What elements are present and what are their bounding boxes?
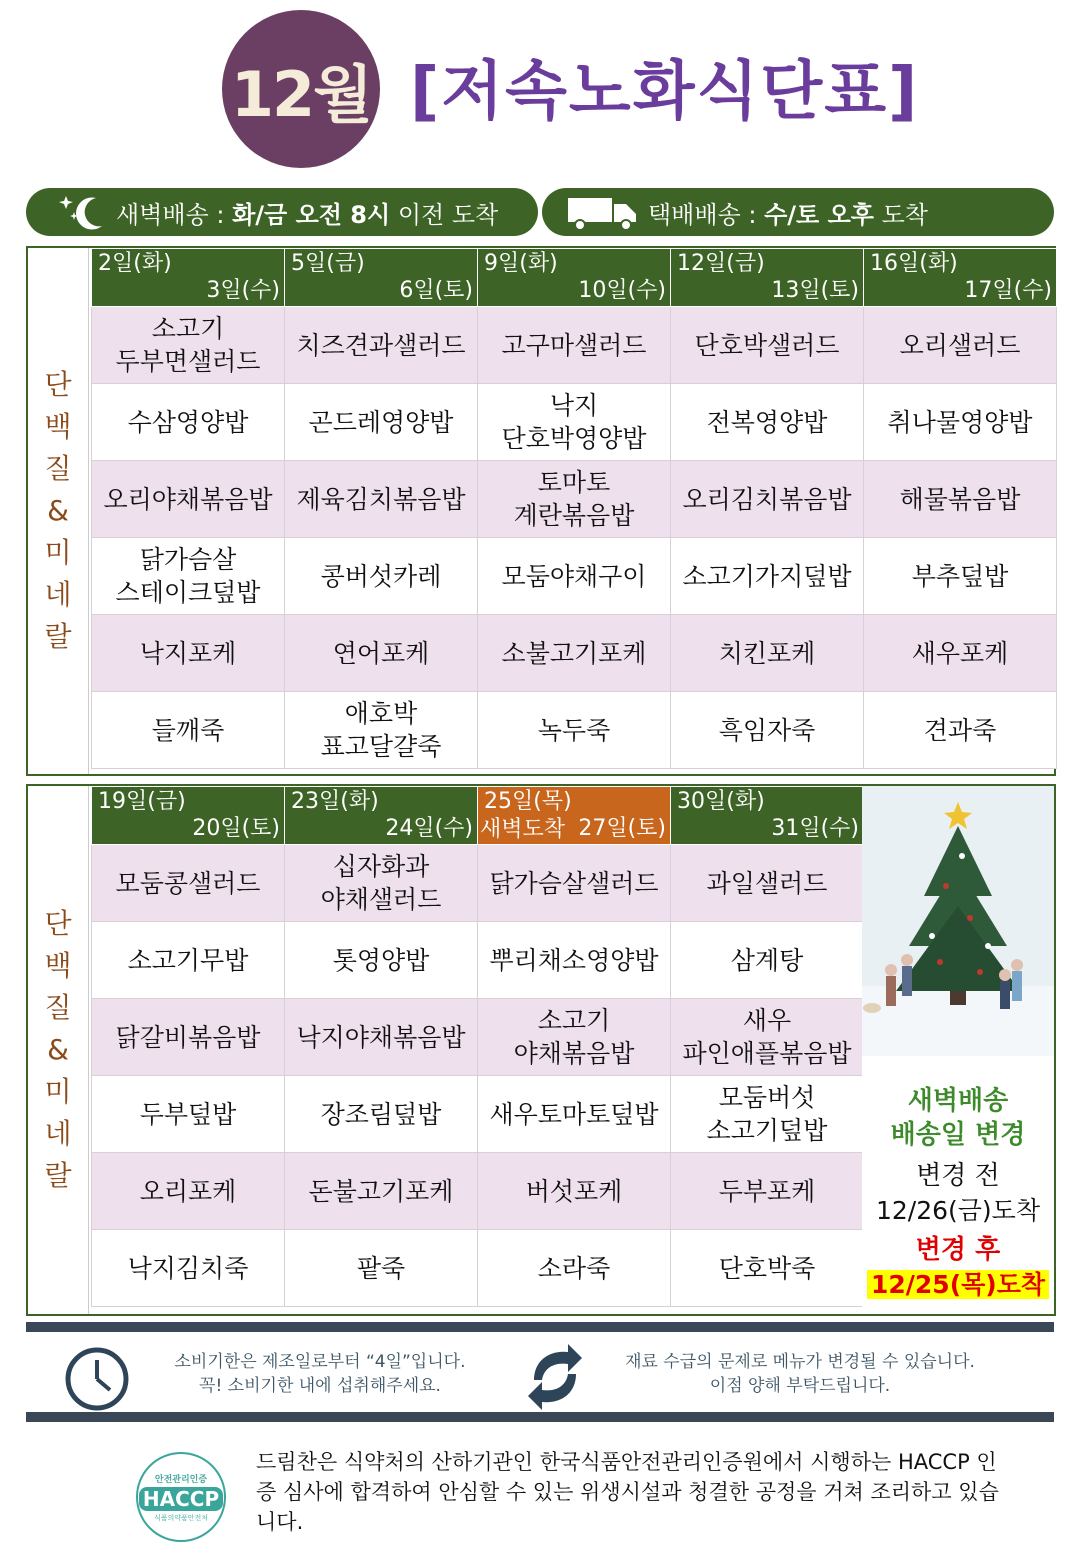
- menu-row: [92, 1076, 864, 1153]
- after-date-wrap: [862, 1268, 1054, 1302]
- side-label-char: 질: [44, 991, 72, 1024]
- menu-item-text: 소고기덮밥: [706, 1116, 828, 1145]
- menu-item-text: 소불고기포케: [501, 638, 647, 668]
- date-header: [92, 787, 285, 845]
- menu-row: [92, 922, 864, 999]
- dawn-days: 화/금 오전 8시: [232, 200, 391, 229]
- side-label-char: &: [47, 1033, 69, 1066]
- menu-row: [92, 307, 1057, 384]
- menu-cell: [285, 845, 478, 922]
- menu-cell: [671, 1230, 864, 1307]
- menu-table-1: [26, 246, 1056, 776]
- before-label: 변경 전: [916, 1161, 1000, 1191]
- menu-row: [92, 615, 1057, 692]
- truck-icon: [566, 192, 640, 232]
- menu-item-text: 낙지김치죽: [127, 1253, 249, 1283]
- date-first: 12일(금): [677, 251, 765, 276]
- menu-cell: [864, 384, 1057, 461]
- menu-item-text: 뿌리채소영양밥: [489, 945, 659, 975]
- after-date: 12/25(목)도착: [867, 1270, 1049, 1299]
- menu-cell: [92, 922, 285, 999]
- menu-item-text: 닭갈비볶음밥: [115, 1022, 261, 1052]
- menu-cell: [478, 538, 671, 615]
- after-label: 변경 후: [915, 1235, 1001, 1265]
- menu-item-text: 들깨죽: [151, 715, 225, 745]
- menu-row: [92, 538, 1057, 615]
- menu-item-text: 모둠콩샐러드: [115, 868, 261, 898]
- month-text: 12월: [230, 57, 372, 131]
- menu-cell: [285, 999, 478, 1076]
- parcel-label: 택배배송 :: [648, 200, 765, 229]
- menu-item-text: 계란볶음밥: [513, 501, 635, 530]
- side-label-char: 네: [44, 1117, 72, 1150]
- menu-item-text: 소라죽: [537, 1253, 611, 1283]
- side-label: [28, 786, 89, 1314]
- christmas-tree-illustration: [862, 786, 1054, 1056]
- menu-item-text: 십자화과: [332, 852, 430, 881]
- date-header: [671, 249, 864, 307]
- menu-cell: [285, 307, 478, 384]
- menu-item-text: 삼계탕: [730, 945, 804, 975]
- menu-cell: [478, 845, 671, 922]
- menu-cell: [671, 999, 864, 1076]
- date-header: [285, 249, 478, 307]
- page-title: [저속노화식단표]: [410, 55, 920, 129]
- menu-item-text: 버섯포케: [525, 1176, 623, 1206]
- menu-item-text: 소고기가지덮밥: [682, 561, 852, 591]
- menu-item-text: 야채볶음밥: [513, 1039, 635, 1068]
- side-label-char: 질: [44, 452, 72, 485]
- side-label-char: 미: [44, 1075, 72, 1108]
- menu-cell: [478, 1076, 671, 1153]
- menu-cell: [285, 538, 478, 615]
- menu-item-text: 견과죽: [923, 715, 997, 745]
- menu-item-text: 닭가슴살: [139, 545, 237, 574]
- menu-cell: [864, 307, 1057, 384]
- menu-item-text: 오리김치볶음밥: [682, 484, 852, 514]
- parcel-delivery-bar: [542, 188, 1054, 236]
- dawn-delivery-bar: [26, 188, 538, 236]
- side-label-char: 단: [44, 907, 72, 940]
- date-second: 24일(수): [385, 816, 473, 841]
- date-first: 5일(금): [291, 251, 365, 276]
- date-first: 16일(화): [870, 251, 958, 276]
- date-first: 30일(화): [677, 789, 765, 814]
- menu-row: [92, 845, 864, 922]
- menu-item-text: 장조림덮밥: [320, 1099, 442, 1129]
- menu-cell: [671, 845, 864, 922]
- haccp-top: 안전관리인증: [154, 1474, 208, 1485]
- date-second: 6일(토): [399, 278, 473, 303]
- menu-item-text: 단호박죽: [718, 1253, 816, 1283]
- side-label-char: 백: [44, 949, 72, 982]
- date-second: 20일(토): [192, 816, 280, 841]
- date-header: [864, 249, 1057, 307]
- menu-cell: [864, 692, 1057, 769]
- dawn-arrival-tag: 새벽도착: [480, 817, 566, 842]
- menu-cell: [92, 1230, 285, 1307]
- menu-item-text: 스테이크덮밥: [115, 578, 261, 607]
- haccp-main: HACCP: [139, 1487, 223, 1511]
- divider-bottom: [26, 1412, 1054, 1422]
- side-label-char: 네: [44, 578, 72, 611]
- expiry-notice: [140, 1350, 500, 1398]
- expiry-line-1: 소비기한은 제조일로부터 “4일”입니다.: [174, 1352, 466, 1372]
- menu-row: [92, 1230, 864, 1307]
- menu-item-text: 새우: [742, 1006, 792, 1035]
- menu-cell: [478, 307, 671, 384]
- menu-cell: [285, 1153, 478, 1230]
- menu-item-text: 표고달걀죽: [320, 732, 442, 761]
- menu-item-text: 곤드레영양밥: [308, 407, 454, 437]
- menu-item-text: 낙지야채볶음밥: [296, 1022, 466, 1052]
- before-date: 12/26(금)도착: [875, 1196, 1040, 1225]
- menu-item-text: 부추덮밥: [911, 561, 1009, 591]
- date-first: 2일(화): [98, 251, 172, 276]
- menu-item-text: 흑임자죽: [718, 715, 816, 745]
- menu-item-text: 오리포케: [139, 1176, 237, 1206]
- footer-text: 드림찬은 식약처의 산하기관인 한국식품안전관리인증원에서 시행하는 HACCP 인증 심사에 합격하여 안심할 수 있는 위생시설과 청결한 공정을 거쳐 조리하고 있습니다.: [256, 1450, 999, 1534]
- menu-item-text: 고구마샐러드: [501, 330, 647, 360]
- menu-item-text: 토마토: [537, 468, 611, 497]
- menu-cell: [864, 538, 1057, 615]
- menu-item-text: 제육김치볶음밥: [296, 484, 466, 514]
- menu-item-text: 팥죽: [356, 1253, 406, 1283]
- menu-grid-1: [91, 248, 1057, 769]
- menu-cell: [92, 307, 285, 384]
- menu-cell: [92, 538, 285, 615]
- side-label-char: &: [47, 494, 69, 527]
- menu-item-text: 해물볶음밥: [899, 484, 1021, 514]
- menu-cell: [478, 999, 671, 1076]
- menu-row: [92, 692, 1057, 769]
- menu-cell: [864, 461, 1057, 538]
- clock-icon: [64, 1346, 130, 1412]
- menu-cell: [285, 461, 478, 538]
- menu-cell: [478, 615, 671, 692]
- date-first: 23일(화): [291, 789, 379, 814]
- menu-item-text: 모둠버섯: [718, 1083, 816, 1112]
- side-label: [28, 248, 89, 774]
- menu-item-text: 낙지: [549, 391, 599, 420]
- menu-cell: [671, 1153, 864, 1230]
- menu-cell: [92, 384, 285, 461]
- menu-cell: [671, 461, 864, 538]
- notice-line1: 새벽배송: [907, 1086, 1009, 1116]
- side-label-char: 단: [44, 368, 72, 401]
- menu-cell: [285, 1230, 478, 1307]
- date-second: 13일(토): [771, 278, 859, 303]
- side-label-char: 랄: [44, 620, 72, 653]
- dawn-label: 새벽배송 :: [116, 200, 233, 229]
- menu-cell: [478, 384, 671, 461]
- menu-item-text: 소고기: [151, 314, 225, 343]
- menu-cell: [671, 384, 864, 461]
- menu-item-text: 새우포케: [911, 638, 1009, 668]
- date-first: 9일(화): [484, 251, 558, 276]
- menu-item-text: 두부덮밥: [139, 1099, 237, 1129]
- menu-cell: [92, 692, 285, 769]
- menu-item-text: 야채샐러드: [320, 885, 442, 914]
- menu-cell: [92, 999, 285, 1076]
- date-header: [671, 787, 864, 845]
- menu-item-text: 녹두죽: [537, 715, 611, 745]
- menu-cell: [671, 1076, 864, 1153]
- date-second: 10일(수): [578, 278, 666, 303]
- side-label-char: 미: [44, 536, 72, 569]
- menu-cell: [285, 615, 478, 692]
- menu-cell: [285, 922, 478, 999]
- menu-item-text: 수삼영양밥: [127, 407, 249, 437]
- menu-cell: [671, 538, 864, 615]
- menu-cell: [478, 1153, 671, 1230]
- menu-item-text: 파인애플볶음밥: [682, 1039, 852, 1068]
- menu-cell: [478, 1230, 671, 1307]
- date-header: [478, 787, 671, 845]
- menu-item-text: 단호박영양밥: [501, 424, 647, 453]
- menu-cell: [285, 1076, 478, 1153]
- dawn-suffix: 이전 도착: [390, 200, 499, 229]
- menu-item-text: 콩버섯카레: [320, 561, 442, 591]
- menu-item-text: 오리샐러드: [899, 330, 1021, 360]
- menu-item-text: 새우토마토덮밥: [489, 1099, 659, 1129]
- menu-row: [92, 461, 1057, 538]
- menu-cell: [671, 692, 864, 769]
- menu-item-text: 두부포케: [718, 1176, 816, 1206]
- menu-item-text: 소고기: [537, 1006, 611, 1035]
- menu-cell: [92, 1153, 285, 1230]
- menu-cell: [478, 922, 671, 999]
- delivery-change-box: [862, 786, 1054, 1312]
- menu-cell: [671, 615, 864, 692]
- date-second: 17일(수): [964, 278, 1052, 303]
- parcel-suffix: 도착: [873, 200, 928, 229]
- menu-item-text: 연어포케: [332, 638, 430, 668]
- date-header: [478, 249, 671, 307]
- menu-item-text: 모둠야채구이: [501, 561, 647, 591]
- menu-cell: [671, 307, 864, 384]
- date-second: 3일(수): [206, 278, 280, 303]
- menu-item-text: 닭가슴살샐러드: [489, 868, 659, 898]
- menu-cell: [285, 692, 478, 769]
- menu-cell: [478, 692, 671, 769]
- date-header: [285, 787, 478, 845]
- date-first: 25일(목): [484, 789, 572, 814]
- date-second: 27일(토): [578, 816, 666, 841]
- month-badge: [222, 10, 380, 168]
- haccp-bottom: 식품의약품안전처: [153, 1513, 209, 1522]
- menu-row: [92, 1153, 864, 1230]
- menu-cell: [92, 615, 285, 692]
- change-line-2: 이점 양해 부탁드립니다.: [709, 1376, 891, 1396]
- menu-item-text: 돈불고기포케: [308, 1176, 454, 1206]
- menu-item-text: 애호박: [344, 699, 418, 728]
- menu-item-text: 단호박샐러드: [694, 330, 840, 360]
- side-label-char: 백: [44, 410, 72, 443]
- notice-line2: 배송일 변경: [890, 1120, 1026, 1150]
- refresh-arrows-icon: [524, 1340, 586, 1414]
- menu-item-text: 톳영양밥: [332, 945, 430, 975]
- menu-cell: [92, 845, 285, 922]
- menu-item-text: 두부면샐러드: [115, 347, 261, 376]
- menu-cell: [478, 461, 671, 538]
- parcel-days: 수/토 오후: [764, 200, 874, 229]
- change-line-1: 재료 수급의 문제로 메뉴가 변경될 수 있습니다.: [625, 1352, 975, 1372]
- haccp-logo: [136, 1452, 226, 1542]
- menu-cell: [285, 384, 478, 461]
- date-header: [92, 249, 285, 307]
- menu-cell: [671, 922, 864, 999]
- moon-stars-icon: [52, 192, 112, 232]
- menu-item-text: 치킨포케: [718, 638, 816, 668]
- menu-item-text: 치즈견과샐러드: [296, 330, 466, 360]
- menu-item-text: 전복영양밥: [706, 407, 828, 437]
- divider-top: [26, 1322, 1054, 1332]
- menu-cell: [92, 1076, 285, 1153]
- menu-item-text: 취나물영양밥: [887, 407, 1033, 437]
- menu-row: [92, 384, 1057, 461]
- menu-item-text: 오리야채볶음밥: [103, 484, 273, 514]
- menu-cell: [864, 615, 1057, 692]
- menu-cell: [92, 461, 285, 538]
- menu-row: [92, 999, 864, 1076]
- menu-item-text: 낙지포케: [139, 638, 237, 668]
- expiry-line-2: 꼭! 소비기한 내에 섭취해주세요.: [199, 1376, 441, 1396]
- menu-grid-2: [91, 786, 864, 1307]
- date-second: 31일(수): [771, 816, 859, 841]
- date-first: 19일(금): [98, 789, 186, 814]
- menu-change-notice: [600, 1350, 1000, 1398]
- menu-item-text: 과일샐러드: [706, 868, 828, 898]
- menu-item-text: 소고기무밥: [127, 945, 249, 975]
- side-label-char: 랄: [44, 1159, 72, 1192]
